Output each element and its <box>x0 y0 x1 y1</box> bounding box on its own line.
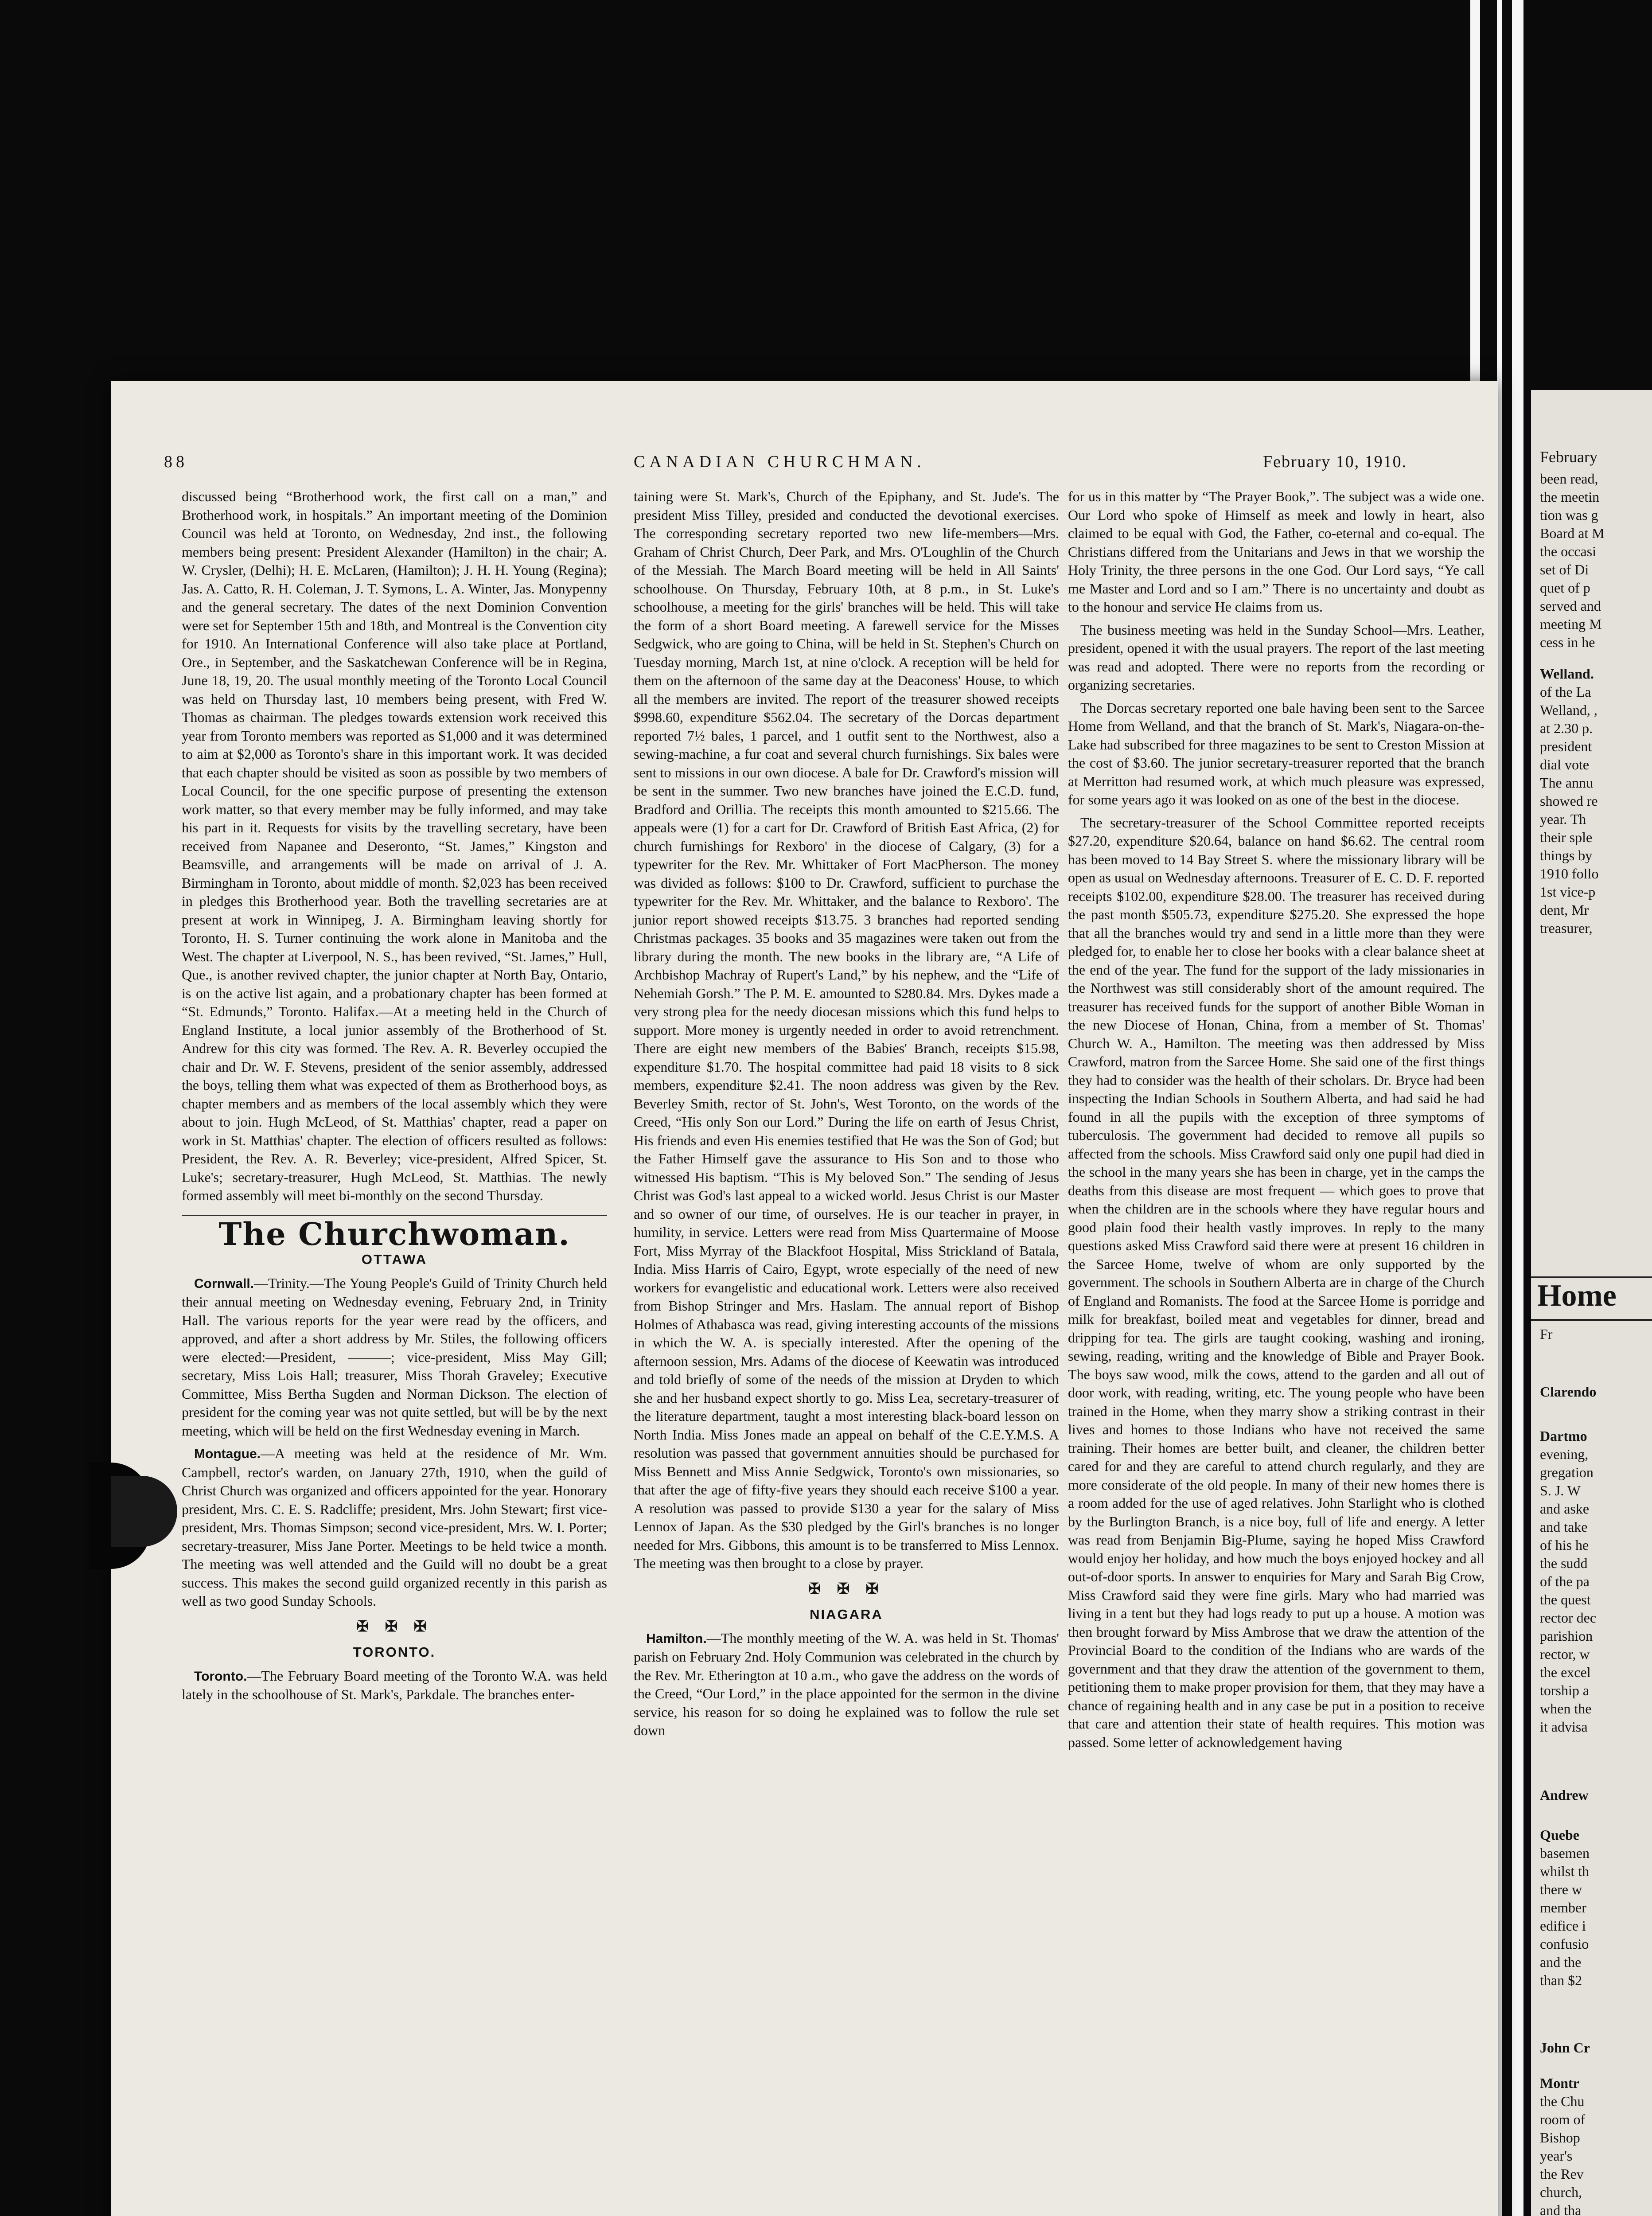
article-paragraph: The business meeting was held in the Sunday School—Mrs. Leather, president, opened it with the usual prayers. The report of the last meeting was read and adopted. There were no reports from the recording or organizing secretaries. <box>1068 621 1484 693</box>
place-lead: Montague. <box>194 1447 261 1461</box>
next-page-line: church, <box>1540 2184 1582 2200</box>
article-paragraph: taining were St. Mark's, Church of the Epiphany, and St. Jude's. The president Miss Tilley, presided and conducted the devotional exercises. The corresponding secretary reported two new life-members—Mrs. Graham of Christ Church, Deer Park, and Mrs. O'Loughlin of the Church of the Messiah. The March Board meeting will be held in All Saints' schoolhouse. On Thursday, February 10th, at 8 p.m., in St. Luke's schoolhouse, a meeting for the girls' branches will be held. This will take the form of a short Board meeting. A farewell service for the Misses Sedgwick, who are going to China, will be held in St. Stephen's Church on Tuesday morning, March 1st, at nine o'clock. A reception will be held for them on the afternoon of the same day at the Deaconess' House, to which all the members are invited. The report of the treasurer showed receipts $998.60, expenditure $562.04. The secretary of the Dorcas department reported 7½ bales, 1 parcel, and 1 outfit sent to the Northwest, also a sewing-machine, a fur coat and several church furnishings. Six bales were sent to missions in our own diocese. A bale for Dr. Crawford's mission will be sent in the summer. Two new branches have joined the E.C.D. fund, Bradford and Orillia. The receipts this month amounted to $215.66. The appeals were (1) for a cart for Dr. Crawford of British East Africa, (2) for church furnishings for Rexboro' in the diocese of Calgary, (3) for a typewriter for the Rev. Mr. Whittaker of Fort MacPherson. The money was divided as follows: $100 to Dr. Crawford, sufficient to purchase the typewriter for the Rev. Mr. Whittaker, and the balance to Rexboro'. The junior report showed receipts $13.75. 3 branches had reported sending Christmas packages. 35 books and 35 magazines were taken out from the library during the month. The new books in the library are, “A Life of Archbishop Machray of Rupert's Land,” by his nephew, and the “Life of Nehemiah Gorsh.” The P. M. E. amounted to $280.84. Mrs. Dykes made a very strong plea for the needy diocesan missions which this fund helps to support. More money is urgently needed in order to avoid retrenchment. There are eight new members of the Babies' Branch, receipts $15.98, expenditure $1.70. The hospital committee had paid 18 visits to 8 sick members, expenditure $2.41. The noon address was given by the Rev. Beverley Smith, rector of St. John's, West Toronto, on the words of the Creed, “His only Son our Lord.” During the life on earth of Jesus Christ, His friends and even His enemies testified that He was the Son of God; but the Father Himself gave the assurance to His Son and to those who witnessed His baptism. “This is My beloved Son.” The sending of Jesus Christ was God's last appeal to a wicked world. Jesus Christ is our Master and so owner of our time, of ourselves. He is our teacher in prayer, in humility, in service. Letters were read from Miss Quartermaine of Moose Fort, Miss Myrray of the Blackfoot Hospital, Miss Strickland of Batala, India. Miss Harris of Cairo, Egypt, wrote especially of the need of new workers for evangelistic and educational work. Letters were also received from Bishop Stringer and Mrs. Haslam. The annual report of Bishop Holmes of Athabasca was read, giving interesting accounts of the missions in which the W. A. is specially interested. After the opening of the afternoon session, Mrs. Adams of the diocese of Keewatin was introduced and told briefly of some of the needs of the mission at Dryden to which she and her husband expect shortly to go. Miss Lea, secretary-treasurer of the literature department, taught a most interesting black-board lesson on North India. Miss Jones made an appeal on behalf of the C.E.Y.M.S. A resolution was passed that government annuities should be purchased for Miss Bennett and Miss Annie Sedgwick, Toronto's own missionaries, so that after the age of fifty-five years they should each receive $100 a year. A resolution was passed to provide $130 a year for the salary of Miss Lennox of Japan. As the $30 pledged by the Girl's branches is no longer needed for Mrs. Gibbons, this amount is to be transferred to Miss Lennox. The meeting was then brought to a close by prayer. <box>634 488 1059 1571</box>
page-header <box>111 448 1498 483</box>
paragraph-text: —A meeting was held at the residence of Mr. Wm. Campbell, rector's warden, on January 27th, 1910, when the guild of Christ Church was organized and officers appointed for the year. Honorary president, Mrs. C. E. S. Radcliffe; president, Mrs. John Stewart; first vice-president, Mrs. Thomas Simpson; second vice-president, Mrs. W. I. Porter; secretary-treasurer, Miss Jane Porter. Meetings to be held twice a month. The meeting was well attended and the Guild will no doubt be a great success. This makes the second guild organized recently in this parish as well as two good Sunday Schools. <box>182 1445 607 1609</box>
place-lead: Toronto. <box>194 1669 247 1684</box>
next-page-line: and take <box>1540 1519 1588 1535</box>
next-page-header: February <box>1540 448 1597 466</box>
next-page-line: Fr <box>1540 1326 1553 1342</box>
next-page-section-heading <box>1531 1276 1652 1321</box>
next-page-line: their sple <box>1540 829 1593 845</box>
next-page-line: whilst th <box>1540 1863 1590 1879</box>
next-page-line: cess in he <box>1540 634 1595 650</box>
paragraph-text: —The February Board meeting of the Toronto W.A. was held lately in the schoolhouse of St. Mark's, Parkdale. The branches enter- <box>182 1667 607 1702</box>
next-page-line: of his he <box>1540 1537 1589 1553</box>
article-paragraph <box>182 1444 607 1611</box>
article-paragraph <box>182 1274 607 1440</box>
next-page-line: served and <box>1540 598 1601 614</box>
next-page-line: 1st vice-p <box>1540 884 1596 900</box>
next-page-line: torship a <box>1540 1682 1590 1698</box>
place-lead: Cornwall. <box>194 1276 254 1291</box>
diocese-heading-toronto: TORONTO. <box>353 1644 436 1660</box>
next-page-line: the occasi <box>1540 543 1597 559</box>
section-ornament: ✠ ✠ ✠ <box>356 1618 433 1635</box>
next-page-line: gregation <box>1540 1464 1594 1480</box>
next-page-line: The annu <box>1540 775 1593 791</box>
article-paragraph <box>634 1629 1059 1740</box>
next-page-line: and the <box>1540 1954 1582 1970</box>
next-page-line: Quebe <box>1540 1827 1579 1843</box>
next-page-line: the Rev <box>1540 2166 1584 2182</box>
column-3 <box>1068 488 1484 1756</box>
next-page-line: 1910 follo <box>1540 866 1599 882</box>
next-page-line: Board at M <box>1540 525 1605 541</box>
next-page-line: when the <box>1540 1701 1592 1717</box>
issue-date: February 10, 1910. <box>1263 453 1407 471</box>
next-page-line: Dartmo <box>1540 1428 1587 1444</box>
diocese-heading-niagara: NIAGARA <box>810 1607 883 1622</box>
next-page-line: edifice i <box>1540 1918 1586 1934</box>
next-page-line: Montr <box>1540 2075 1579 2091</box>
next-page-line: year's <box>1540 2148 1573 2164</box>
next-page-line: the quest <box>1540 1592 1591 1607</box>
publication-title: CANADIAN CHURCHMAN. <box>634 453 926 471</box>
next-page-line: Bishop <box>1540 2130 1580 2146</box>
next-page-line: the meetin <box>1540 489 1600 505</box>
next-page-line: confusio <box>1540 1936 1589 1952</box>
next-page-line: Welland. <box>1540 666 1594 682</box>
newspaper-page <box>111 381 1498 2216</box>
paragraph-text: —Trinity.—The Young People's Guild of Trinity Church held their annual meeting on Wednesday evening, February 2nd, in Trinity Hall. The various reports for the year were read by the officers, and approved, and after a short address by Mr. Stiles, the following officers were elected:—President, ———; vice-president, Miss May Gill; secretary, Miss Lois Hall; treasurer, Miss Thorah Graveley; Executive Committee, Miss Bertha Sugden and Norman Dickson. The election of president for the coming year was not quite settled, but will be by the next meeting, which will be held on the first Wednesday evening in March. <box>182 1275 607 1439</box>
next-page-line: meeting M <box>1540 616 1602 632</box>
next-page-line: the Chu <box>1540 2093 1585 2109</box>
next-page-fragment <box>1531 390 1652 2216</box>
section-heading-text: Home <box>1537 1279 1617 1313</box>
article-paragraph: The Dorcas secretary reported one bale having been sent to the Sarcee Home from Welland, and that the branch of St. Mark's, Niagara-on-the-Lake had subscribed for three magazines to be sent to Creston Mission at the cost of $3.60. The junior secretary-treasurer reported that the branch at Merritton had resumed work, at which much pleasure was expressed, for some years ago it was looked on as one of the best in the diocese. <box>1068 699 1484 808</box>
next-page-line: and aske <box>1540 1501 1590 1517</box>
paragraph-text: —The monthly meeting of the W. A. was held in St. Thomas' parish on February 2nd. Holy Communion was celebrated in the church by the Rev. Mr. Etherington at 10 a.m., who gave the address on the words of the Creed, “Our Lord,” in the place appointed for the sermon in the divine service, his reason for so doing he explained was to follow the rule set down <box>634 1630 1059 1738</box>
next-page-line: at 2.30 p. <box>1540 720 1593 736</box>
next-page-line: president <box>1540 738 1592 754</box>
next-page-line: room of <box>1540 2111 1586 2127</box>
article-paragraph: for us in this matter by “The Prayer Book,”. The subject was a wide one. Our Lord who spoke of Himself as meek and lowly in heart, also claimed to be equal with God, the Father, co-eternal and co-equal. The Christians differed from the Unitarians and Jews in that we worship the Holy Trinity, the three persons in the one God. Our Lord says, “Ye call me Master and Lord and so I am.” There is no uncertainty and doubt as to the honour and service He claims from us. <box>1068 488 1484 615</box>
section-banner-churchwoman: The Churchwoman. <box>218 1215 570 1252</box>
article-paragraph <box>182 1667 607 1704</box>
next-page-line: set of Di <box>1540 562 1589 577</box>
next-page-line: quet of p <box>1540 580 1590 596</box>
next-page-line: treasurer, <box>1540 920 1593 936</box>
next-page-line: dent, Mr <box>1540 902 1589 918</box>
page-number: 88 <box>164 453 188 471</box>
next-page-line: Clarendo <box>1540 1384 1597 1400</box>
column-1 <box>182 488 607 1709</box>
next-page-line: member <box>1540 1900 1586 1916</box>
diocese-heading-ottawa: OTTAWA <box>361 1252 428 1267</box>
next-page-line: rector dec <box>1540 1610 1597 1626</box>
next-page-line: Welland, , <box>1540 702 1597 718</box>
next-page-line: been read, <box>1540 471 1598 487</box>
next-page-line: the excel <box>1540 1664 1591 1680</box>
next-page-line: there w <box>1540 1881 1582 1897</box>
next-page-line: of the La <box>1540 684 1591 700</box>
next-page-line: S. J. W <box>1540 1483 1581 1498</box>
next-page-line: and tha <box>1540 2202 1582 2216</box>
next-page-line: dial vote <box>1540 757 1590 772</box>
next-page-line: showed re <box>1540 793 1598 809</box>
next-page-line: Andrew <box>1540 1787 1589 1803</box>
next-page-line: the sudd <box>1540 1555 1588 1571</box>
book-binding-strip <box>1512 0 1523 2216</box>
column-2 <box>634 488 1059 1744</box>
next-page-line: evening, <box>1540 1446 1589 1462</box>
section-ornament: ✠ ✠ ✠ <box>808 1580 885 1597</box>
next-page-line: than $2 <box>1540 1972 1582 1988</box>
place-lead: Hamilton. <box>646 1631 707 1646</box>
article-paragraph: discussed being “Brotherhood work, the first call on a man,” and Brotherhood work, in hospitals.” An important meeting of the Dominion Council was held at Toronto, on Wednesday, 2nd inst., the following members being present: President Alexander (Hamilton) in the chair; A. W. Crysler, (Delhi); H. E. McLaren, (Hamilton); J. H. H. Young (Regina); Jas. A. Catto, R. H. Coleman, J. T. Symons, L. A. Winter, Jas. Monypenny and the general secretary. The dates of the next Dominion Convention were set for September 15th and 18th, and Montreal is the Convention city for 1910. An International Conference will also take place at Portland, Ore., in September, and the Saskatchewan Conference will be in Regina, June 18, 19, 20. The usual monthly meeting of the Toronto Local Council was held on Thursday last, 10 members being present, with Fred W. Thomas as chairman. The pledges towards extension work received this year from Toronto members was reported as $1,000 and it was determined to aim at $2,000 as Toronto's share in this important work. It was decided that each chapter should be visited as soon as possible by two members of Local Council, for the one specific purpose of presenting the extenson work matter, so that every member may be fully informed, and may take his part in it. Requests for visits by the travelling secretary, have been received from Napanee and Deseronto, “St. James,” Kingston and Beamsville, and arrangements will be made on arrival of J. A. Birmingham in Toronto, about middle of month. $2,023 has been received in pledges this Brotherhood year. Both the travelling secretaries are at present at work in Winnipeg, J. A. Birmingham leaving shortly for Toronto, H. S. Turner continuing the work alone in Manitoba and the West. The chapter at Liverpool, N. S., has been revived, “St. James,” Hull, Que., is another revived chapter, the junior chapter at North Bay, Ontario, is on the active list again, and a probationary chapter has been formed at “St. Edmunds,” Toronto. Halifax.—At a meeting held in the Church of England Institute, a local junior assembly of the Brotherhood of St. Andrew for this city was formed. The Rev. A. R. Beverley occupied the chair and Dr. W. F. Stevens, president of the senior assembly, addressed the boys, telling them what was expected of them as Brotherhood boys, as chapter members and as members of the local assembly which they were about to join. Hugh McLeod, of St. Matthias' chapter, read a paper on work in St. Matthias' chapter. The election of officers resulted as follows: President, the Rev. A. R. Beverley; vice-president, Alfred Spicer, St. Luke's; secretary-treasurer, Hugh McLeod, St. Matthias. The newly formed assembly will meet bi-monthly on the second Thursday. <box>182 488 607 1203</box>
next-page-line: things by <box>1540 847 1593 863</box>
next-page-line: of the pa <box>1540 1573 1590 1589</box>
article-paragraph: The secretary-treasurer of the School Committee reported receipts $27.20, expenditure $20.64, balance on hand $6.62. The central room has been moved to 14 Bay Street S. where the missionary library will be open as usual on Wednesday afternoons. Treasurer of E. C. D. F. reported receipts $102.00, expenditure $28.00. The treasurer has received during the past month $505.73, expenditure $275.20. She expressed the hope that all the branches would try and send in a little more than they were pledged for, to enable her to close her books with a clear balance sheet at the end of the year. The fund for the support of the lady missionaries in the Northwest was still considerably short of the amount required. The treasurer has received funds for the support of another Bible Woman in the new Diocese of Honan, China, from a member of St. Thomas' Church W. A., Hamilton. The meeting was then addressed by Miss Crawford, matron from the Sarcee Home. She said one of the first things they had to consider was the health of their scholars. Dr. Bryce had been inspecting the Indian Schools in Southern Alberta, and had said he had found in all the pupils with the exception of three symptoms of tuberculosis. The government had decided to remove all pupils so affected from the schools. Miss Crawford said only one pupil had died in the school in the many years she has been in charge, yet in the camps the deaths from this disease are most frequent — which goes to prove that when the children are in the schools where they have regular hours and good plain food their health vastly improves. In reply to the many questions asked Miss Crawford said there were at present 16 children in the Sarcee Home, twelve of whom are only supported by the government. The schools in Southern Alberta are in charge of the Church of England and Romanists. The food at the Sarcee Home is porridge and milk for breakfast, boiled meat and vegetables for dinner, bread and dripping for tea. The girls are taught cooking, washing and ironing, sewing, reading, writing and the knowledge of Bible and Prayer Book. The boys saw wood, milk the cows, attend to the garden and all out of door work, with reading, writing, etc. The young people who have been trained in the Home, when they marry show a striking contrast in their lives and homes to those Indians who have not received the same training. Their homes are better built, and cleaner, the children better cared for and they are careful to attend church regularly, and they are more considerate of the old people. In many of their new homes there is a room added for the use of aged relatives. John Starlight who is clothed by the Burlington Branch, is a nice boy, full of life and energy. A letter was read from Benjamin Big-Plume, saying he hoped Miss Crawford would enjoy her holiday, and how much the boys enjoyed hockey and all out-of-door sports. In answer to enquiries for Mary and Sarah Big Crow, Miss Crawford said they were fine girls. Mary who had married was living in a tent but they had logs ready to put up a house. A motion was then brought forward by Miss Ambrose that we draw the attention of the Provincial Board to the condition of the Indians who are wards of the government and that they draw the attention of the government to them, petitioning them to make proper provision for them, that they may have a chance of regaining health and in any case be put in a position to receive that care and attention their state of health requires. This motion was passed. Some letter of acknowledgement having <box>1068 814 1484 1750</box>
next-page-line: parishion <box>1540 1628 1593 1644</box>
next-page-line: rector, w <box>1540 1646 1590 1662</box>
next-page-line: tion was g <box>1540 507 1598 523</box>
next-page-line: it advisa <box>1540 1719 1588 1735</box>
next-page-line: basemen <box>1540 1845 1590 1861</box>
next-page-line: year. Th <box>1540 811 1586 827</box>
next-page-line: John Cr <box>1540 2040 1590 2056</box>
